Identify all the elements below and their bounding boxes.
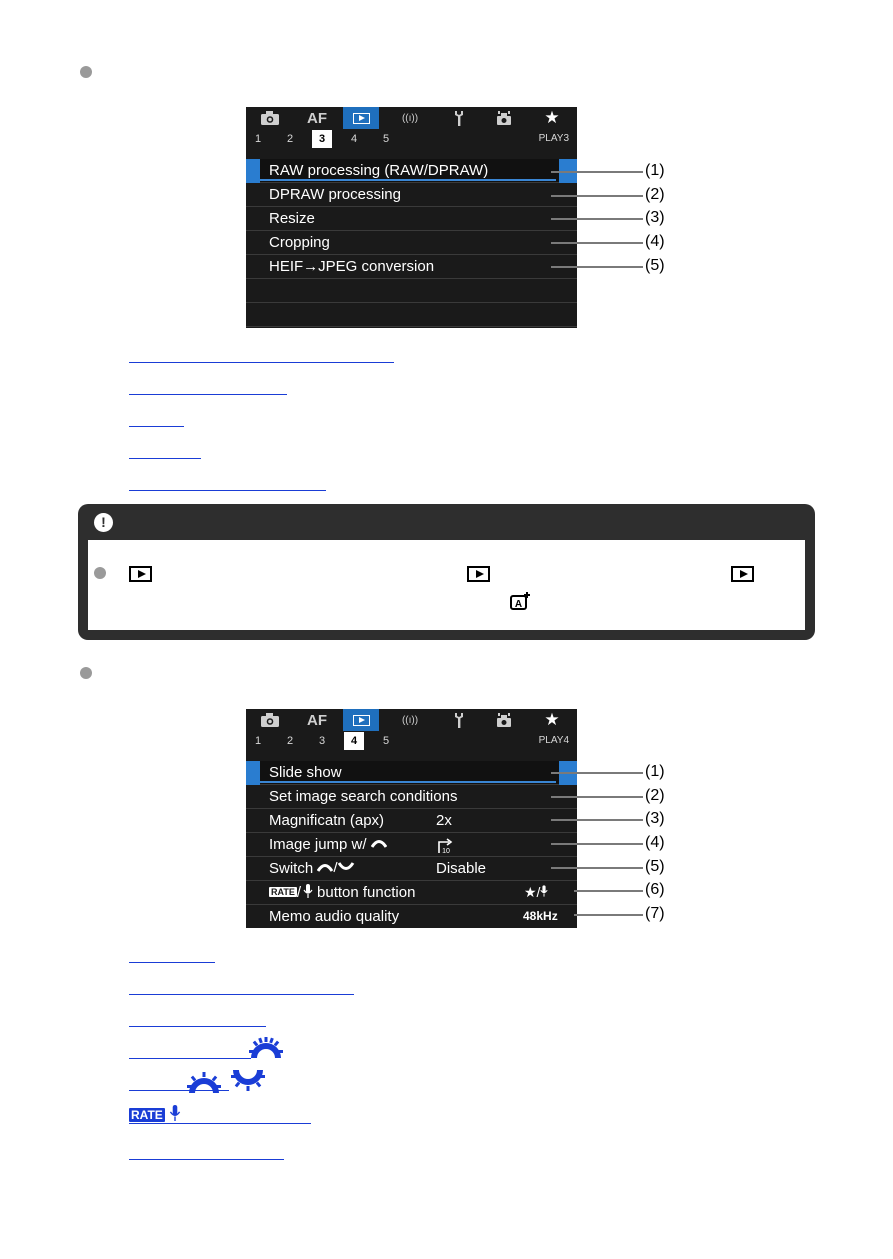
page-label: PLAY3 bbox=[538, 133, 569, 144]
scene-intelligent-auto-icon bbox=[510, 591, 532, 611]
wrench-icon bbox=[452, 712, 466, 728]
menu-item-label: Set image search conditions bbox=[269, 788, 458, 805]
callout-line bbox=[551, 796, 643, 798]
callout-number: (5) bbox=[645, 257, 665, 274]
main-dial-icon[interactable] bbox=[249, 1037, 283, 1059]
svg-text:10: 10 bbox=[442, 848, 450, 854]
link-image-jump[interactable] bbox=[129, 1040, 251, 1059]
subtab-3[interactable]: 3 bbox=[318, 735, 326, 747]
menu-item-heif-jpeg[interactable] bbox=[246, 255, 577, 279]
subtab-3[interactable]: 3 bbox=[312, 130, 332, 148]
link-magnification[interactable] bbox=[129, 1008, 266, 1027]
callout-line bbox=[551, 843, 643, 845]
menu-item-label: Cropping bbox=[269, 234, 330, 251]
play-icon bbox=[353, 715, 370, 726]
callout-number: (1) bbox=[645, 162, 665, 179]
subtab-4[interactable]: 4 bbox=[344, 732, 364, 750]
menu-item-resize[interactable] bbox=[246, 207, 577, 231]
link-memo-audio-quality[interactable] bbox=[129, 1141, 284, 1160]
menu-tabs bbox=[246, 709, 577, 731]
jump-10-images-icon bbox=[436, 838, 454, 854]
menu-item-label: Switch bbox=[269, 860, 355, 877]
menu-screen-play4 bbox=[246, 709, 577, 928]
dial-swap-icon bbox=[317, 861, 355, 873]
menu-item-switch[interactable] bbox=[246, 857, 577, 881]
rate-icon: RATE bbox=[271, 887, 295, 897]
main-dial-icon bbox=[371, 838, 387, 848]
link-cropping[interactable] bbox=[129, 440, 201, 459]
caution-box bbox=[78, 504, 815, 640]
custom-function-icon bbox=[496, 713, 512, 728]
callout-number: (3) bbox=[645, 810, 665, 827]
tab-wireless[interactable] bbox=[392, 709, 428, 731]
menu-item-label: RATE / button function bbox=[271, 884, 416, 901]
callout-line bbox=[551, 819, 643, 821]
callout-line bbox=[551, 218, 643, 220]
callout-number: (4) bbox=[645, 834, 665, 851]
subtab-5[interactable]: 5 bbox=[382, 735, 390, 747]
link-resize[interactable] bbox=[129, 408, 184, 427]
callout-line bbox=[551, 772, 643, 774]
camera-icon bbox=[261, 111, 279, 125]
caution-body bbox=[88, 540, 805, 630]
link-heif-jpeg[interactable] bbox=[129, 472, 326, 491]
menu-subtabs bbox=[246, 129, 577, 149]
menu-item-cropping[interactable] bbox=[246, 231, 577, 255]
tab-shooting[interactable] bbox=[252, 709, 288, 731]
callout-number: (2) bbox=[645, 787, 665, 804]
tab-wireless[interactable] bbox=[392, 107, 428, 129]
main-dial-icon[interactable] bbox=[187, 1072, 221, 1094]
tab-my-menu[interactable] bbox=[534, 107, 570, 129]
menu-item-memo-audio[interactable] bbox=[246, 905, 577, 928]
svg-text:A: A bbox=[514, 599, 523, 610]
link-image-search[interactable] bbox=[129, 976, 354, 995]
bullet bbox=[94, 567, 106, 579]
star-icon: ★ bbox=[544, 108, 560, 127]
menu-screen-play3 bbox=[246, 107, 577, 328]
subtab-5[interactable]: 5 bbox=[382, 133, 390, 145]
callout-line bbox=[574, 890, 643, 892]
callout-number: (2) bbox=[645, 186, 665, 203]
tab-setup[interactable] bbox=[441, 709, 477, 731]
menu-item-slide-show[interactable] bbox=[246, 761, 577, 785]
playback-icon bbox=[731, 566, 754, 582]
playback-icon bbox=[467, 566, 490, 582]
rate-icon: RATE bbox=[131, 1108, 163, 1122]
menu-item-magnification[interactable] bbox=[246, 809, 577, 833]
link-raw-processing[interactable] bbox=[129, 344, 394, 363]
wireless-icon: ((ı)) bbox=[401, 112, 419, 124]
tab-playback[interactable] bbox=[343, 107, 379, 129]
tab-playback[interactable] bbox=[343, 709, 379, 731]
quick-control-dial-icon[interactable] bbox=[231, 1069, 265, 1091]
callout-line bbox=[551, 171, 643, 173]
menu-item-image-jump[interactable] bbox=[246, 833, 577, 857]
menu-item-rate-button[interactable] bbox=[246, 881, 577, 905]
callout-line bbox=[551, 242, 643, 244]
microphone-icon bbox=[540, 885, 548, 897]
link-rate-button-function[interactable] bbox=[129, 1105, 311, 1124]
callout-number: (6) bbox=[645, 881, 665, 898]
tab-af[interactable]: AF bbox=[307, 109, 327, 127]
menu-item-value: 2x bbox=[436, 812, 452, 829]
menu-item-label: Memo audio quality bbox=[269, 908, 400, 925]
menu-item-label: Resize bbox=[269, 210, 315, 227]
menu-item-label: RAW processing (RAW/DPRAW) bbox=[269, 162, 489, 179]
tab-custom-functions[interactable] bbox=[486, 709, 522, 731]
microphone-icon bbox=[169, 1105, 181, 1121]
page-label: PLAY4 bbox=[538, 735, 569, 746]
link-dpraw-processing[interactable] bbox=[129, 376, 287, 395]
callout-number: (7) bbox=[645, 905, 665, 922]
menu-item-label: Magnificatn (apx) bbox=[269, 812, 385, 829]
tab-my-menu[interactable] bbox=[534, 709, 570, 731]
camera-icon bbox=[261, 713, 279, 727]
callout-number: (4) bbox=[645, 233, 665, 250]
menu-tabs bbox=[246, 107, 577, 129]
menu-item-label: DPRAW processing bbox=[269, 186, 401, 203]
callout-number: (5) bbox=[645, 858, 665, 875]
wireless-icon: ((ı)) bbox=[401, 714, 419, 726]
subtab-4[interactable]: 4 bbox=[350, 133, 358, 145]
menu-item-label: HEIF→JPEG conversion bbox=[269, 258, 435, 275]
subtab-1[interactable]: 1 bbox=[254, 735, 262, 747]
callout-line bbox=[551, 195, 643, 197]
play-icon bbox=[353, 113, 370, 124]
microphone-icon bbox=[303, 884, 313, 898]
star-icon: ★ bbox=[544, 710, 560, 729]
menu-item-empty bbox=[246, 303, 577, 327]
tab-setup[interactable] bbox=[441, 107, 477, 129]
menu-item-value: 48kHz bbox=[523, 909, 558, 923]
menu-item-label: Image jump w/ bbox=[269, 836, 387, 853]
callout-line bbox=[551, 867, 643, 869]
menu-item-value: Disable bbox=[436, 860, 487, 877]
callout-number: (3) bbox=[645, 209, 665, 226]
caution-icon: ! bbox=[94, 513, 113, 532]
link-slide-show[interactable] bbox=[129, 944, 215, 963]
bullet bbox=[80, 66, 92, 78]
subtab-2[interactable]: 2 bbox=[286, 133, 294, 145]
tab-af[interactable]: AF bbox=[307, 711, 327, 729]
menu-item-image-search[interactable] bbox=[246, 785, 577, 809]
custom-function-icon bbox=[496, 111, 512, 126]
tab-custom-functions[interactable] bbox=[486, 107, 522, 129]
playback-icon bbox=[129, 566, 152, 582]
subtab-1[interactable]: 1 bbox=[254, 133, 262, 145]
menu-item-raw-processing[interactable] bbox=[246, 159, 577, 183]
callout-line bbox=[551, 266, 643, 268]
menu-item-dpraw-processing[interactable] bbox=[246, 183, 577, 207]
wrench-icon bbox=[452, 110, 466, 126]
callout-line bbox=[574, 914, 643, 916]
callout-number: (1) bbox=[645, 763, 665, 780]
subtab-2[interactable]: 2 bbox=[286, 735, 294, 747]
bullet bbox=[80, 667, 92, 679]
menu-item-empty bbox=[246, 279, 577, 303]
menu-item-label: Slide show bbox=[269, 764, 342, 781]
menu-subtabs bbox=[246, 731, 577, 751]
tab-shooting[interactable] bbox=[252, 107, 288, 129]
menu-item-value: ★/ bbox=[524, 884, 548, 901]
